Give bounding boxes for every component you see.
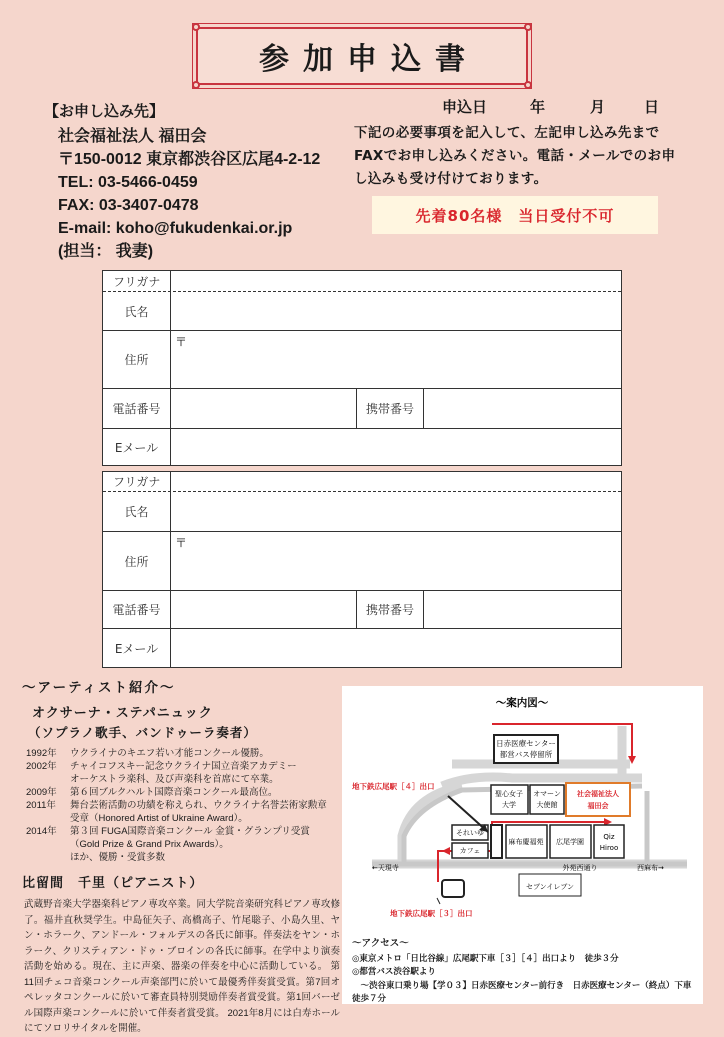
- azabu-label: 麻布慶福苑: [508, 838, 544, 846]
- zip-mark: 〒: [175, 536, 188, 550]
- date-day: 日: [644, 98, 660, 116]
- fukudenkai-building: [566, 783, 630, 816]
- phone-label: 電話番号: [103, 389, 171, 428]
- fukudenkai-label: 社会福祉法人: [577, 790, 619, 798]
- history-item: 1992年 ウクライナのキエフ若い才能コンクール優勝。: [26, 748, 269, 759]
- mobile-label: 携帯番号: [356, 389, 424, 428]
- soreiyu-label: それいゆ: [456, 829, 484, 837]
- phone-field[interactable]: [171, 591, 356, 628]
- artist1-role: （ソプラノ歌手、バンドゥーラ奏者）: [28, 726, 257, 740]
- oman-label: 大使館: [536, 801, 558, 809]
- history-item: オーケストラ楽科、及び声楽科を首席にて卒業。: [70, 774, 279, 785]
- page-title: 参加申込書: [259, 42, 479, 77]
- furigana-field[interactable]: [171, 271, 621, 291]
- access-line1: ◎東京メトロ「日比谷線」広尾駅下車［３］［４］出口より 徒歩３分: [352, 953, 619, 964]
- contact-fax: FAX: 03-3407-0478: [58, 197, 199, 214]
- oman-label: オマーン: [533, 790, 561, 798]
- phone-label: 電話番号: [103, 591, 171, 628]
- applicant-form-1: [102, 270, 622, 466]
- station4-exit: [491, 825, 502, 858]
- artist2-name: 比留間 千里（ピアニスト）: [22, 875, 204, 890]
- email-field[interactable]: [171, 429, 621, 465]
- furigana-label: フリガナ: [103, 472, 171, 491]
- address-field[interactable]: [171, 532, 621, 590]
- email-label: Eメール: [103, 429, 171, 465]
- date-row: [442, 96, 659, 117]
- seishin-label: 聖心女子: [495, 790, 523, 798]
- date-month: 月: [590, 98, 606, 116]
- history-item: 2002年 チャイコフスキー記念ウクライナ国立音楽アカデミー: [26, 761, 297, 772]
- date-year: 年: [530, 98, 546, 116]
- tengenji-label: ←天現寺: [372, 864, 399, 872]
- history-item: ほか、優勝・受賞多数: [70, 852, 166, 863]
- mobile-field[interactable]: [424, 591, 621, 628]
- history-list: [22, 747, 340, 864]
- name-field[interactable]: [171, 292, 621, 330]
- access-heading: 〜アクセス〜: [352, 938, 409, 949]
- history-item: 2011年 舞台芸術活動の功績を称えられ、ウクライナ名誉芸術家勲章: [26, 800, 327, 811]
- bus-stop-label: 都営バス停留所: [499, 750, 553, 759]
- address-field[interactable]: [171, 331, 621, 388]
- access-line2: ◎都営バス渋谷駅より: [352, 967, 436, 977]
- email-field[interactable]: [171, 629, 621, 667]
- date-label: 申込日: [442, 98, 488, 116]
- hospital-label: 日赤医療センター: [496, 739, 556, 748]
- station4-label: 地下鉄広尾駅［４］出口: [352, 782, 435, 791]
- mobile-field[interactable]: [424, 389, 621, 428]
- name-label: 氏名: [103, 492, 171, 531]
- qiz-label: Hiroo: [599, 844, 619, 852]
- history-item: （Gold Prize & Grand Prix Awards）。: [70, 839, 229, 850]
- fukudenkai-label: 福田会: [587, 802, 609, 810]
- hiroo-school-label: 広尾学園: [556, 838, 584, 846]
- artist2-bio: 武蔵野音楽大学器楽科ピアノ専攻卒業。同大学院音楽研究科ピアノ専攻修了。福井直秋奨学生。中島征矢子、高橋高子、竹尾聡子、小島久里、ヤン・ホラーク、アンドール・フォルデスの各氏に師事。伴奏法をヤン・ホラーク、クリスティアン・ドゥ・ブロインの各氏に師事。在学中より演奏活動を始める。現在、主に声楽、器楽の伴奏を中心に活動している。 第11回チェコ音楽コンクール声楽部門に於いて最優秀伴奏賞受賞。第7回オペレッタコンクールに於いて審査員特別奨励伴奏者賞受賞。第1回バーゼル国際声楽コンクールに於いて伴奏者賞受賞。 2021年8月には白寿ホールにてソロリサイタルを開催。: [24, 899, 340, 1034]
- address-label: 住所: [103, 532, 171, 590]
- station3-exit: [442, 880, 464, 897]
- furigana-field[interactable]: [171, 472, 621, 491]
- phone-field[interactable]: [171, 389, 356, 428]
- contact-address: 〒150-0012 東京都渋谷区広尾4-2-12: [58, 151, 321, 168]
- applicant-form-2: [102, 471, 622, 668]
- nishiazabu-label: 西麻布→: [637, 864, 664, 872]
- qiz-label: Qiz: [603, 833, 615, 841]
- contact-person: (担当： 我妻): [58, 243, 154, 260]
- address-label: 住所: [103, 331, 171, 388]
- notice-text: 下記の必要事項を記入して、左記申し込み先までFAXでお申し込みください。電話・メールでのお申し込みも受け付けております。: [354, 125, 676, 187]
- mobile-label: 携帯番号: [356, 591, 424, 628]
- artist-section: [22, 676, 340, 1037]
- furigana-label: フリガナ: [103, 271, 171, 291]
- email-label: Eメール: [103, 629, 171, 667]
- name-label: 氏名: [103, 292, 171, 330]
- contact-email: E-mail: koho@fukudenkai.or.jp: [58, 220, 293, 237]
- contact-org: 社会福祉法人 福田会: [58, 128, 207, 145]
- zip-mark: 〒: [175, 335, 188, 349]
- history-item: 受章（Honored Artist of Ukraine Award）。: [70, 813, 248, 824]
- access-line3: 〜渋谷東口乗り場【学０３】日赤医療センター前行き 日赤医療センター（終点）下車 徒歩７分: [352, 980, 700, 1004]
- history-item: 2009年 第６回ブルクハルト国際音楽コンクール最高位。: [26, 787, 278, 798]
- seven-label: セブンイレブン: [525, 883, 575, 891]
- name-field[interactable]: [171, 492, 621, 531]
- title-box: [196, 27, 528, 85]
- seishin-label: 大学: [502, 801, 516, 809]
- station3-label: 地下鉄広尾駅［３］出口: [390, 909, 473, 918]
- capacity-banner: 先着80名様 当日受付不可: [372, 196, 658, 234]
- artist1-name: オクサーナ・ステパニュック: [32, 705, 213, 720]
- history-item: 2014年 第３回 FUGA国際音楽コンクール 金賞・グランプリ受賞: [26, 826, 310, 837]
- gaien-label: 外苑西通り: [562, 864, 598, 872]
- map-title: 〜案内図〜: [495, 697, 549, 709]
- access-info: [352, 937, 702, 1007]
- contact-heading: 【お申し込み先】: [44, 103, 165, 120]
- contact-tel: TEL: 03-5466-0459: [58, 174, 198, 191]
- contact-block: [44, 100, 320, 263]
- artist-heading: 〜アーティスト紹介〜: [22, 680, 176, 695]
- cafe-label: カフェ: [459, 847, 481, 855]
